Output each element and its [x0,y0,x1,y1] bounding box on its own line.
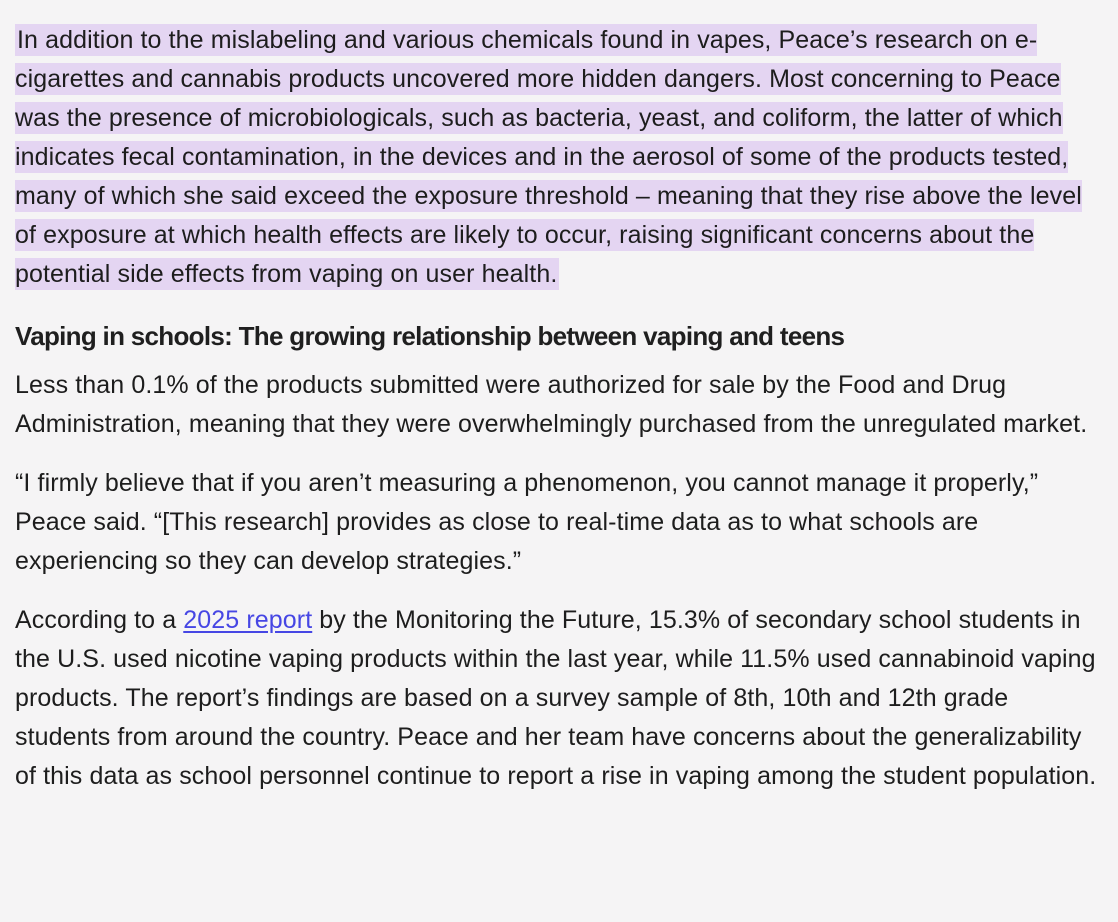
report-text-after: by the Monitoring the Future, 15.3% of secondary school students in the U.S. used nicotine vaping products within the last year, while 11.5% used cannabinoid vaping products. The report’s findings are based on a survey sample of 8th, 10th and 12th grade students from around the country. Peace and her team have concerns about the generalizability of this data as school personnel continue to report a rise in vaping among the student population. [15,606,1097,790]
section-heading: Vaping in schools: The growing relationship between vaping and teens [15,321,845,351]
paragraph-report [15,601,1102,796]
paragraph-quote: “I firmly believe that if you aren’t measuring a phenomenon, you cannot manage it properly,” Peace said. “[This research] provides as close to real-time data as to what schools are experiencing so they can develop strategies.” [15,469,1039,575]
report-2025-link[interactable]: 2025 report [183,606,313,634]
article-body [15,21,1102,796]
report-text-before: According to a [15,606,184,634]
highlighted-paragraph [15,21,1102,294]
text-highlight[interactable]: In addition to the mislabeling and various chemicals found in vapes, Peace’s research on e-cigarettes and cannabis products uncovered more hidden dangers. Most concerning to Peace was the presence of microbiologicals, such as bacteria, yeast, and coliform, the latter of which indicates fecal contamination, in the devices and in the aerosol of some of the products tested, many of which she said exceed the exposure threshold – meaning that they rise above the level of exposure at which health effects are likely to occur, raising significant concerns about the potential side effects from vaping on user health. [15,26,1082,288]
paragraph-fda: Less than 0.1% of the products submitted were authorized for sale by the Food and Drug Administration, meaning that they were overwhelmingly purchased from the unregulated market. [15,371,1088,438]
